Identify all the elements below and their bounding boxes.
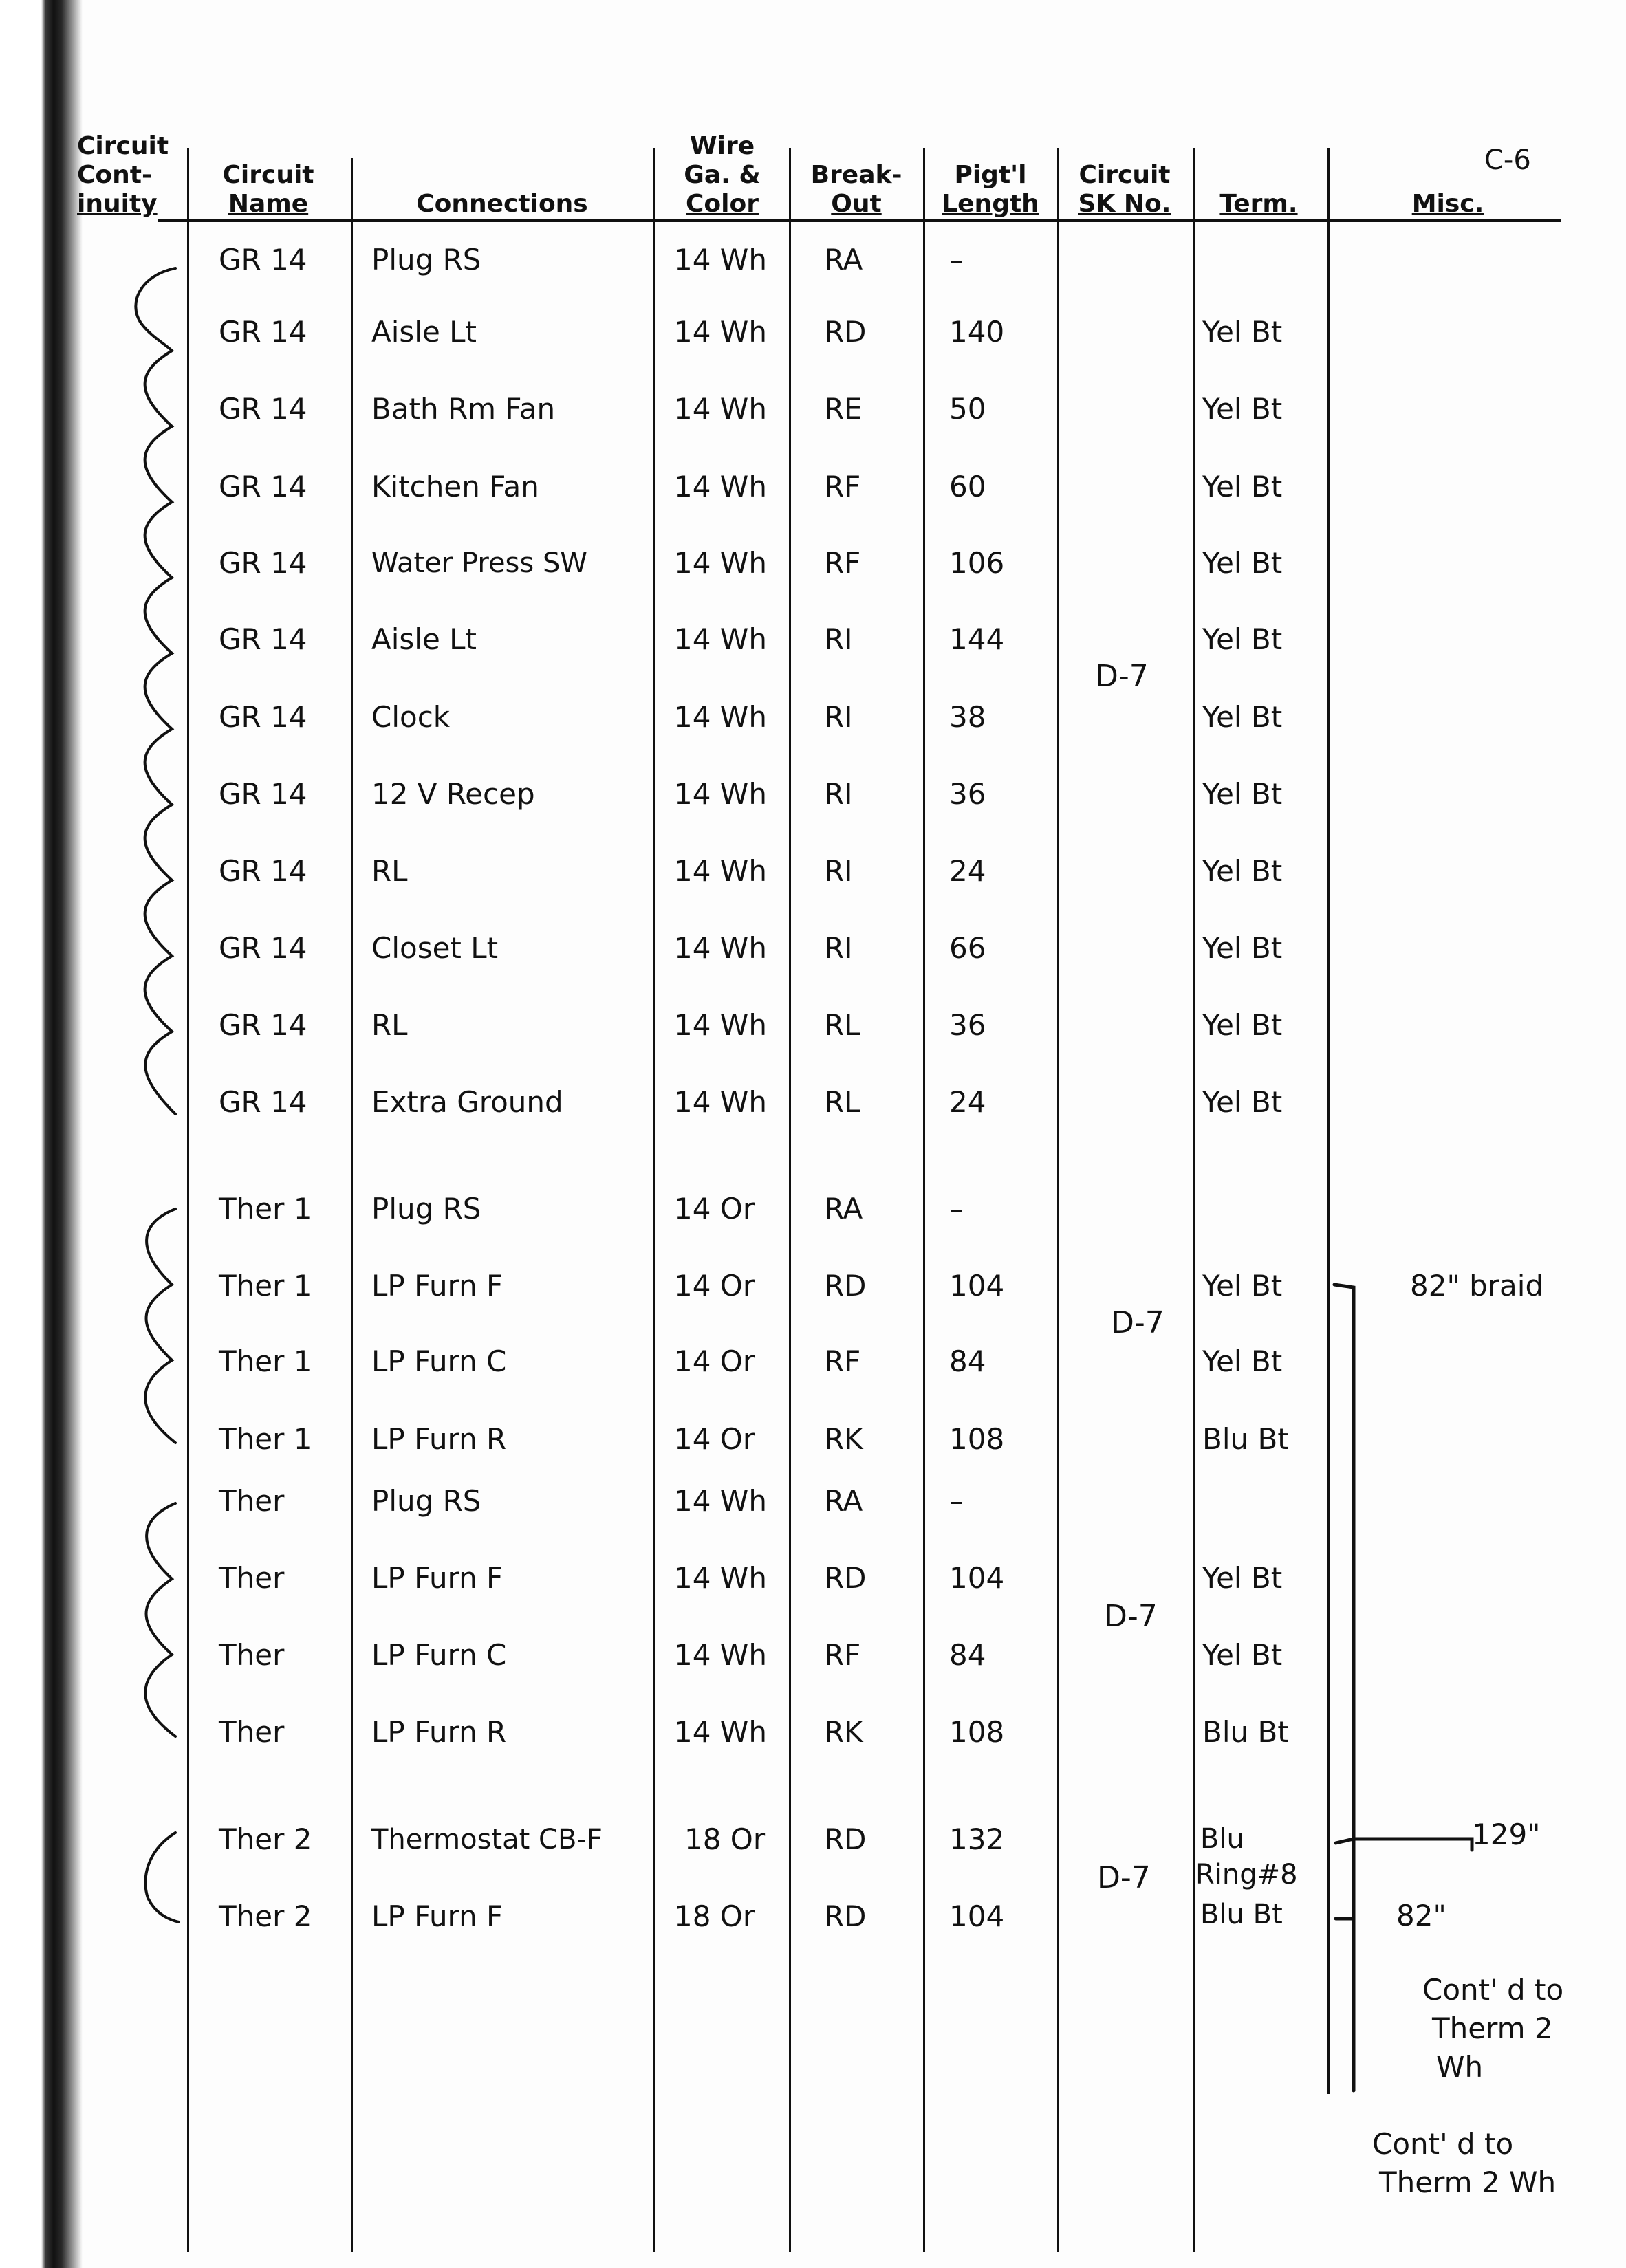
terminal: Blu Bt [1200,1899,1283,1930]
length-82-note: 82" [1396,1899,1446,1932]
circuit-name: Ther 2 [219,1899,312,1933]
breakout: RK [824,1422,863,1456]
header-term: Term. [1220,190,1298,218]
breakout: RE [824,392,863,426]
wire-gauge-color: 14 Wh [674,470,767,503]
breakout: RD [824,1561,867,1595]
circuit-name: Ther [219,1484,285,1518]
terminal: Yel Bt [1202,1008,1283,1042]
sk-number: D-7 [1111,1305,1164,1340]
wire-gauge-color: 14 Wh [674,1008,767,1042]
connection: RL [371,854,408,888]
terminal: Yel Bt [1202,931,1283,965]
circuit-name: Ther [219,1715,285,1749]
terminal: Yel Bt [1202,700,1283,734]
pigtail-length: 36 [949,1008,986,1042]
breakout: RA [824,243,863,276]
length-129-note: 129" [1472,1818,1541,1851]
pigtail-length: 60 [949,470,986,503]
wire-gauge-color: 14 Wh [674,1484,767,1518]
wire-gauge-color: 14 Wh [674,1085,767,1119]
wire-gauge-color: 14 Wh [674,931,767,965]
wire-gauge-color: 14 Wh [674,854,767,888]
wire-gauge-color: 14 Wh [674,1638,767,1672]
pigtail-length: 132 [949,1822,1005,1856]
sk-number: D-7 [1095,659,1149,694]
pigtail-length: – [949,243,964,276]
pigtail-length: 140 [949,315,1005,349]
header-breakout: Break- Out [810,161,902,218]
breakout: RD [824,1899,867,1933]
sk-number: D-7 [1097,1860,1151,1895]
circuit-name: Ther 1 [219,1192,312,1225]
terminal: Blu Bt [1202,1422,1289,1456]
pigtail-length: 106 [949,546,1005,580]
breakout: RL [824,1008,860,1042]
breakout: RI [824,931,853,965]
header-sk: Circuit SK No. [1078,161,1171,218]
terminal: Yel Bt [1202,1344,1283,1378]
circuit-name: Ther 1 [219,1344,312,1378]
connection: Aisle Lt [371,622,477,656]
circuit-name: GR 14 [219,931,307,965]
braid-bracket [1334,1285,1354,2091]
pigtail-length: 36 [949,777,986,811]
wire-gauge-color: 14 Wh [674,1561,767,1595]
breakout: RD [824,1822,867,1856]
page-id: C-6 [1484,144,1531,176]
connection: Closet Lt [371,931,499,965]
pigtail-length: – [949,1484,964,1518]
wire-gauge-color: 14 Wh [674,700,767,734]
terminal: Yel Bt [1202,392,1283,426]
continuity-bracket-ther2 [145,1833,179,1922]
wire-gauge-color: 18 Or [674,1899,755,1933]
wire-gauge-color: 14 Wh [674,1715,767,1749]
continued-note-2: Cont' d to Therm 2 Wh [1372,2127,1557,2199]
connection: Aisle Lt [371,315,477,349]
wire-gauge-color: 14 Wh [674,243,767,276]
terminal: Yel Bt [1202,854,1283,888]
braid-note: 82" braid [1410,1269,1544,1302]
header-misc: Misc. [1411,190,1484,218]
circuit-name: GR 14 [219,1008,307,1042]
pigtail-length: 104 [949,1269,1005,1302]
wire-gauge-color: 14 Or [674,1269,755,1302]
circuit-name: Ther [219,1561,285,1595]
breakout: RD [824,1269,867,1302]
connection: 12 V Recep [371,777,535,811]
pigtail-length: 104 [949,1561,1005,1595]
circuit-name: GR 14 [219,243,307,276]
terminal: Yel Bt [1202,470,1283,503]
pigtail-length: 144 [949,622,1005,656]
terminal: Yel Bt [1202,1638,1283,1672]
header-continuity: Circuit Cont- inuity [77,132,169,218]
continuity-bracket-ther [145,1503,175,1736]
connection: Thermostat CB-F [371,1824,603,1855]
breakout: RF [824,1344,861,1378]
breakout: RK [824,1715,863,1749]
breakout: RI [824,622,853,656]
circuit-name: Ther 1 [219,1422,312,1456]
breakout: RF [824,1638,861,1672]
connection: LP Furn R [371,1422,507,1456]
continuity-bracket-ther1 [145,1209,175,1443]
breakout: RI [824,700,853,734]
pigtail-length: 84 [949,1344,986,1378]
header-name: Circuit Name [222,161,314,218]
connection: LP Furn F [371,1269,503,1302]
connection: LP Furn F [371,1561,503,1595]
circuit-name: GR 14 [219,854,307,888]
circuit-name: Ther 1 [219,1269,312,1302]
connection: Plug RS [371,1192,481,1225]
circuit-name: GR 14 [219,546,307,580]
wire-gauge-color: 14 Wh [674,315,767,349]
pigtail-length: 38 [949,700,986,734]
continued-note: Cont' d to Therm 2 Wh [1422,1973,1564,2084]
sk-number: D-7 [1104,1599,1158,1634]
breakout: RI [824,777,853,811]
pigtail-length: 104 [949,1899,1005,1933]
wire-gauge-color: 14 Wh [674,392,767,426]
connection: Plug RS [371,1484,481,1518]
circuit-name: GR 14 [219,315,307,349]
terminal: Blu [1200,1823,1244,1855]
wire-gauge-color: 18 Or [684,1822,766,1856]
circuit-name: GR 14 [219,700,307,734]
pigtail-length: 66 [949,931,986,965]
header-wire: Wire Ga. & Color [684,132,761,218]
wire-gauge-color: 14 Or [674,1192,755,1225]
breakout: RA [824,1192,863,1225]
continuity-bracket-gr14 [136,268,175,1114]
terminal: Yel Bt [1202,1269,1283,1302]
connection: Water Press SW [371,547,587,579]
header-pigtail: Pigt'l Length [942,161,1039,218]
wire-gauge-color: 14 Or [674,1344,755,1378]
circuit-name: GR 14 [219,392,307,426]
breakout: RF [824,546,861,580]
pigtail-length: 84 [949,1638,986,1672]
breakout: RL [824,1085,860,1119]
pigtail-length: – [949,1192,964,1225]
terminal: Yel Bt [1202,1561,1283,1595]
connection: LP Furn R [371,1715,507,1749]
pigtail-length: 108 [949,1422,1005,1456]
wire-gauge-color: 14 Or [674,1422,755,1456]
header-connections: Connections [416,190,588,218]
terminal: Yel Bt [1202,1085,1283,1119]
circuit-name: GR 14 [219,622,307,656]
terminal: Yel Bt [1202,546,1283,580]
circuit-name: GR 14 [219,777,307,811]
wire-gauge-color: 14 Wh [674,546,767,580]
connection: Extra Ground [371,1085,563,1119]
connection: RL [371,1008,408,1042]
circuit-name: Ther 2 [219,1822,312,1856]
connection: Plug RS [371,243,481,276]
connection: LP Furn C [371,1638,507,1672]
breakout: RA [824,1484,863,1518]
pigtail-length: 24 [949,854,986,888]
pigtail-length: 50 [949,392,986,426]
circuit-name: GR 14 [219,470,307,503]
terminal: Blu Bt [1202,1715,1289,1749]
terminal-ring: Ring#8 [1195,1859,1298,1890]
connection: Bath Rm Fan [371,392,556,426]
leader-129 [1336,1839,1472,1850]
terminal: Yel Bt [1202,315,1283,349]
wire-gauge-color: 14 Wh [674,777,767,811]
breakout: RF [824,470,861,503]
wire-gauge-color: 14 Wh [674,622,767,656]
connection: LP Furn C [371,1344,507,1378]
circuit-name: GR 14 [219,1085,307,1119]
connection: Clock [371,700,451,734]
circuit-name: Ther [219,1638,285,1672]
connection: Kitchen Fan [371,470,539,503]
breakout: RD [824,315,867,349]
terminal: Yel Bt [1202,622,1283,656]
pigtail-length: 108 [949,1715,1005,1749]
connection: LP Furn F [371,1899,503,1933]
breakout: RI [824,854,853,888]
pigtail-length: 24 [949,1085,986,1119]
terminal: Yel Bt [1202,777,1283,811]
